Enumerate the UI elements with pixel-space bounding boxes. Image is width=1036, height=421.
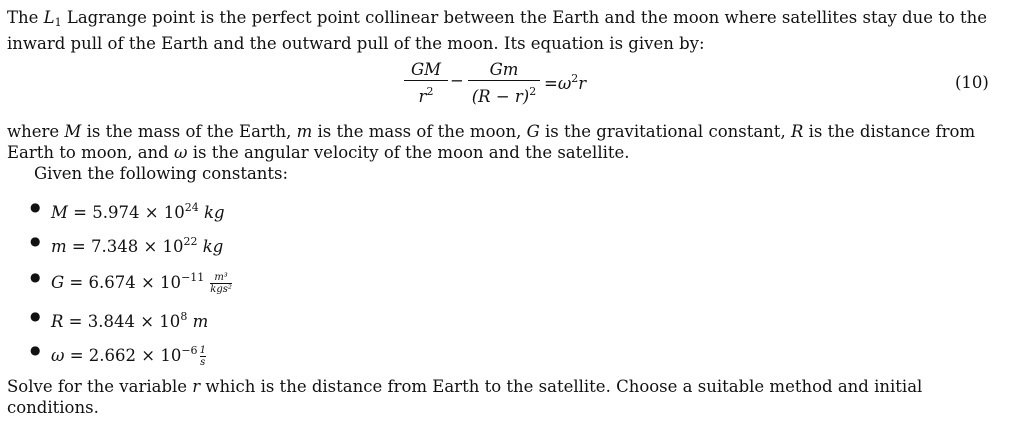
equation-rhs <box>544 72 586 93</box>
bullet-icon: ● <box>30 200 41 214</box>
where-paragraph <box>7 121 991 163</box>
frac1-denominator: r <box>418 87 427 106</box>
where-text: where <box>7 122 65 141</box>
constant-exponent: −6 <box>181 344 198 357</box>
constant-value: = 7.348 × 10 <box>66 237 184 256</box>
constant-symbol: m <box>51 237 67 256</box>
intro-text-rest: Lagrange point is the perfect point collinear between the Earth and the moon where satellites stay due to the inward pull of the Earth and the outward pull of the moon. Its equation is given by: <box>7 8 988 53</box>
constant-unit-fraction <box>210 272 232 295</box>
bullet-icon: ● <box>30 270 41 284</box>
where-text: is the mass of the Earth, <box>81 122 297 141</box>
constant-unit: m <box>192 312 209 331</box>
where-text: is the gravitational constant, <box>539 122 791 141</box>
constant-unit: kg <box>204 203 225 222</box>
lagrange-symbol: L <box>43 8 55 27</box>
omega-exp: 2 <box>571 72 579 85</box>
frac1-numerator: GM <box>410 60 442 79</box>
closing-text: Solve for the variable <box>7 377 193 396</box>
minus-sign: − <box>450 71 464 90</box>
fraction-gm-over-r2 <box>404 60 448 108</box>
constant-symbol: ω <box>51 346 65 365</box>
var-omega: ω <box>173 143 188 162</box>
constant-symbol: M <box>51 203 68 222</box>
where-text: is the angular velocity of the moon and the satellite. <box>187 143 630 162</box>
where-text: is the mass of the moon, <box>312 122 527 141</box>
constant-symbol: R <box>51 312 64 331</box>
constant-value: = 3.844 × 10 <box>63 312 181 331</box>
constant-symbol: G <box>51 273 65 292</box>
intro-paragraph <box>7 7 991 54</box>
unit-denominator: kgs² <box>210 284 232 295</box>
constant-value: = 2.662 × 10 <box>64 346 182 365</box>
constant-exponent: 22 <box>183 235 198 248</box>
bullet-icon: ● <box>30 343 41 357</box>
unit-numerator: m³ <box>214 272 228 283</box>
closing-text-rest: which is the distance from Earth to the satellite. Choose a suitable method and initial conditions. <box>7 377 923 417</box>
constant-value: = 5.974 × 10 <box>67 203 185 222</box>
var-r: r <box>192 377 201 396</box>
unit-denominator: s <box>200 357 206 368</box>
fraction-gm-over-rr2 <box>468 60 540 108</box>
constant-value: = 6.674 × 10 <box>64 273 182 292</box>
frac2-denominator-exp: 2 <box>529 85 537 98</box>
var-G: G <box>526 122 540 141</box>
frac2-denominator: (R − r) <box>471 87 530 106</box>
constant-exponent: −11 <box>181 271 205 284</box>
bullet-icon: ● <box>30 309 41 323</box>
var-M: M <box>64 122 82 141</box>
closing-paragraph <box>7 376 991 418</box>
constant-unit: kg <box>202 237 224 256</box>
frac2-numerator: Gm <box>489 60 519 79</box>
bullet-icon: ● <box>30 234 41 248</box>
omega-symbol: ω <box>557 74 572 93</box>
r-symbol: r <box>578 74 587 93</box>
where-text: is the distance from Earth to moon, and <box>7 122 976 162</box>
var-R: R <box>790 122 804 141</box>
lagrange-subscript: 1 <box>54 16 62 29</box>
intro-text: The <box>7 8 44 27</box>
equation-number: (10) <box>955 73 989 92</box>
unit-numerator: 1 <box>199 345 206 356</box>
frac1-denominator-exp: 2 <box>426 85 434 98</box>
constant-exponent: 24 <box>184 201 199 214</box>
constant-unit-fraction <box>200 345 206 368</box>
constant-exponent: 8 <box>180 310 188 323</box>
equals-sign: = <box>544 74 558 93</box>
var-m: m <box>296 122 313 141</box>
given-label: Given the following constants: <box>34 164 289 183</box>
